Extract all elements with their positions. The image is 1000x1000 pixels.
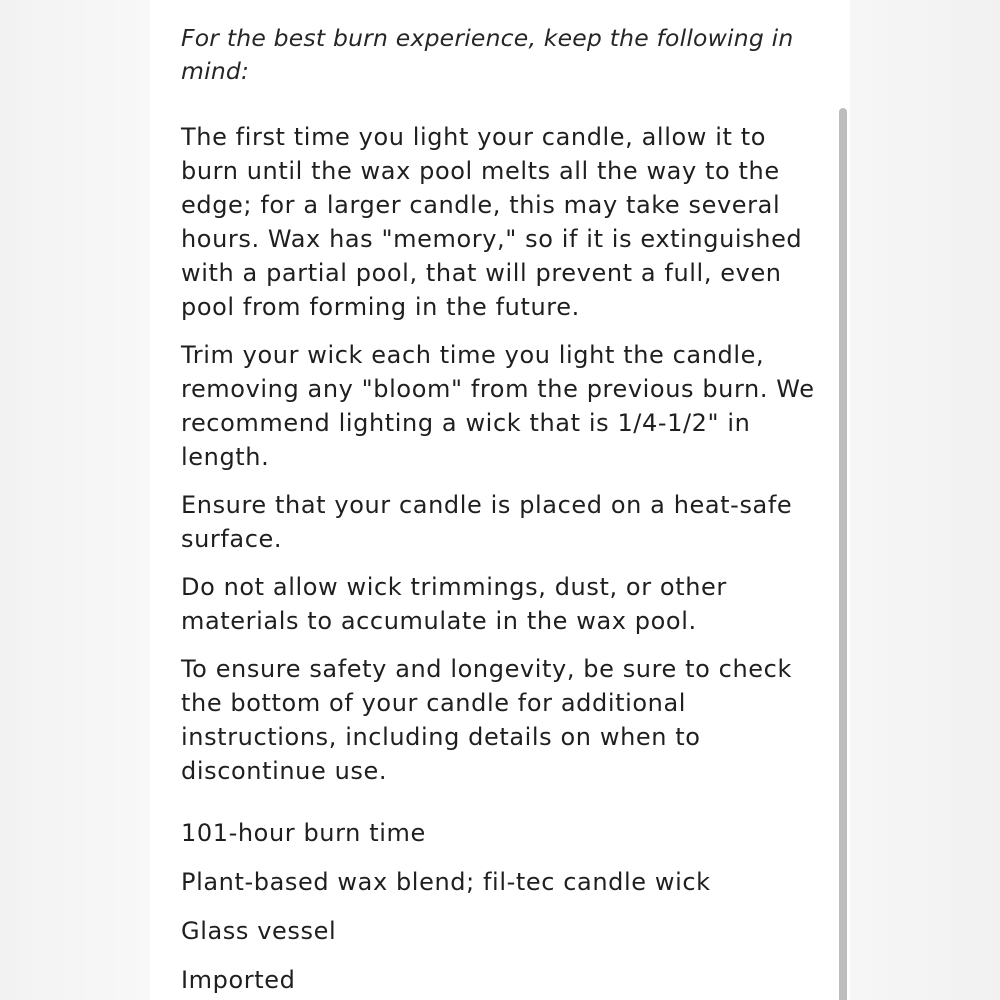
feature-vessel: Glass vessel (181, 917, 337, 945)
instruction-check-bottom: To ensure safety and longevity, be sure to check the bottom of your candle for additional instructions, including details on when to discontinue use. (181, 655, 792, 785)
feature-origin: Imported (181, 966, 296, 994)
instruction-heat-safe: Ensure that your candle is placed on a heat-safe surface. (181, 491, 793, 553)
scrollbar-thumb[interactable] (839, 108, 847, 1000)
burn-instructions (181, 120, 821, 788)
instruction-first-burn: The first time you light your candle, allow it to burn until the wax pool melts all the way to the edge; for a larger candle, this may take several hours. Wax has "memory," so if it is extinguished with a partial pool, that will prevent a full, even pool from forming in the future. (181, 123, 803, 321)
instruction-trim-wick: Trim your wick each time you light the candle, removing any "bloom" from the previous burn. We recommend lighting a wick that is 1/4-1/2" in length. (181, 341, 815, 471)
product-details-panel (150, 0, 850, 1000)
product-details-content (181, 22, 821, 1000)
instruction-debris: Do not allow wick trimmings, dust, or other materials to accumulate in the wax pool. (181, 573, 727, 635)
feature-wax-wick: Plant-based wax blend; fil-tec candle wick (181, 868, 711, 896)
burn-intro: For the best burn experience, keep the following in mind: (181, 24, 794, 85)
feature-burn-time: 101-hour burn time (181, 819, 426, 847)
product-features (181, 816, 821, 997)
